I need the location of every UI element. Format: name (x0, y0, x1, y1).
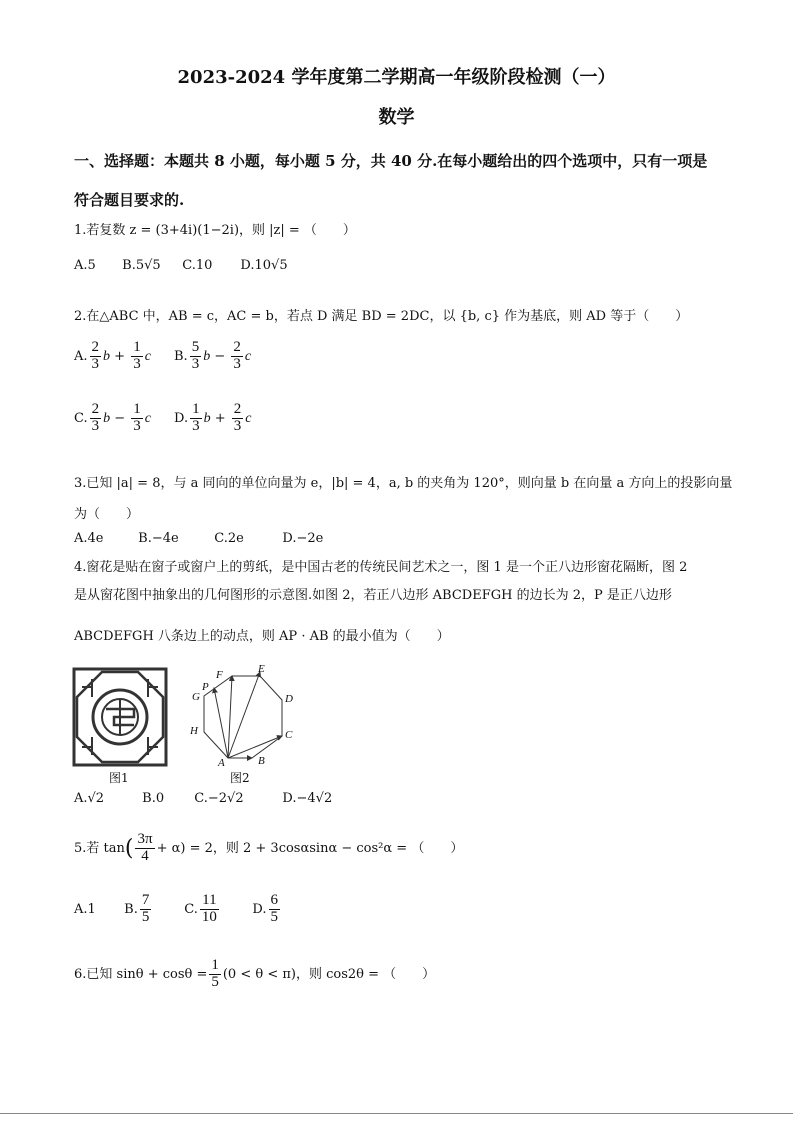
label-a: A (218, 757, 225, 768)
vector-ac (228, 736, 282, 758)
label-g: G (192, 691, 200, 703)
q5-option-a: A.1 (74, 901, 96, 917)
subject-title: 数学 (378, 107, 415, 128)
question-4-line3: ABCDEFGH 八条边上的动点，则 AP · AB 的最小值为（ ） (74, 629, 450, 644)
label-b: B (258, 755, 265, 767)
q4-option-b: B.0 (142, 791, 165, 806)
figure-1-window-lattice (72, 667, 168, 767)
label-p: P (202, 681, 209, 693)
label-f: F (216, 669, 223, 681)
question-2-stem: 2.在△ABC 中，AB = c，AC = b，若点 D 满足 BD = 2DC，以 {b, c} 作为基底，则 AD 等于（ ） (74, 309, 689, 324)
q3-option-a: A.4e (74, 531, 104, 546)
question-1-stem: 1.若复数 z = (3+4i)(1−2i)，则 |z| = （ ） (74, 223, 356, 238)
figure-1-caption: 图1 (109, 771, 129, 785)
vector-ae (228, 672, 260, 758)
question-4-line2: 是从窗花图中抽象出的几何图形的示意图.如图 2，若正八边形 ABCDEFGH 的边长为 2，P 是正八边形 (74, 588, 672, 603)
q1-option-b: B.5√5 (122, 258, 161, 273)
question-3-stem: 3.已知 |a| = 8，与 a 同向的单位向量为 e，|b| = 4，a, b 的夹角为 120°，则向量 b 在向量 a 方向上的投影向量 (74, 476, 733, 491)
label-d: D (285, 693, 293, 705)
q5-option-c: C. $\frac{11}{10}$ (184, 892, 217, 925)
label-e: E (258, 663, 265, 675)
footer-rule (0, 1113, 793, 1114)
q2-option-d: D. $\frac{1}{3}$ b + $\frac{2}{3}$ c (174, 401, 252, 434)
label-h: H (190, 725, 198, 737)
q3-option-c: C.2e (214, 531, 244, 546)
question-4-line1: 4.窗花是贴在窗子或窗户上的剪纸，是中国古老的传统民间艺术之一，图 1 是一个正八边形窗花隔断，图 2 (74, 560, 688, 575)
q2-option-a: A. $\frac{2}{3}$ b + $\frac{1}{3}$ c (74, 339, 151, 372)
q2-option-c: C. $\frac{2}{3}$ b − $\frac{1}{3}$ c (74, 401, 152, 434)
section-heading-line1: 一、选择题：本题共 8 小题，每小题 5 分，共 40 分.在每小题给出的四个选项中，只有一项是 (74, 152, 708, 170)
page-title: 2023-2024 学年度第二学期高一年级阶段检测（一） (177, 67, 616, 88)
q4-option-a: A.√2 (74, 791, 105, 806)
q2-option-b: B. $\frac{5}{3}$ b − $\frac{2}{3}$ c (174, 339, 252, 372)
figure-2-octagon-diagram (186, 660, 301, 768)
q1-option-a: A.5 (74, 258, 96, 273)
q1-option-c: C.10 (182, 258, 213, 273)
q5-option-d: D. $\frac{6}{5}$ (252, 892, 279, 925)
q5-option-b: B. $\frac{7}{5}$ (124, 892, 150, 925)
vector-ap (214, 688, 228, 758)
vector-af (228, 676, 232, 758)
label-c: C (285, 729, 293, 741)
question-5-stem: 5.若 tan( $\frac{3\pi}{4}$ + α) = 2，则 2 + 3cosαsinα − cos²α = （ ） (74, 831, 464, 864)
q4-option-d: D.−4√2 (282, 791, 333, 806)
q3-option-b: B.−4e (138, 531, 179, 546)
question-1-options (74, 258, 288, 273)
question-6-stem: 6.已知 sinθ + cosθ = $\frac{1}{5}$ (0 < θ < π)，则 cos2θ = （ ） (74, 957, 436, 990)
question-5-options (74, 893, 282, 926)
figure-2-caption: 图2 (230, 771, 250, 785)
q3-option-d: D.−2e (282, 531, 324, 546)
q4-option-c: C.−2√2 (194, 791, 244, 806)
question-3-options (74, 531, 323, 546)
q1-option-d: D.10√5 (240, 258, 288, 273)
section-heading-line2: 符合题目要求的. (74, 191, 185, 209)
question-3-stem2: 为（ ） (74, 507, 140, 522)
question-4-options (74, 791, 332, 806)
